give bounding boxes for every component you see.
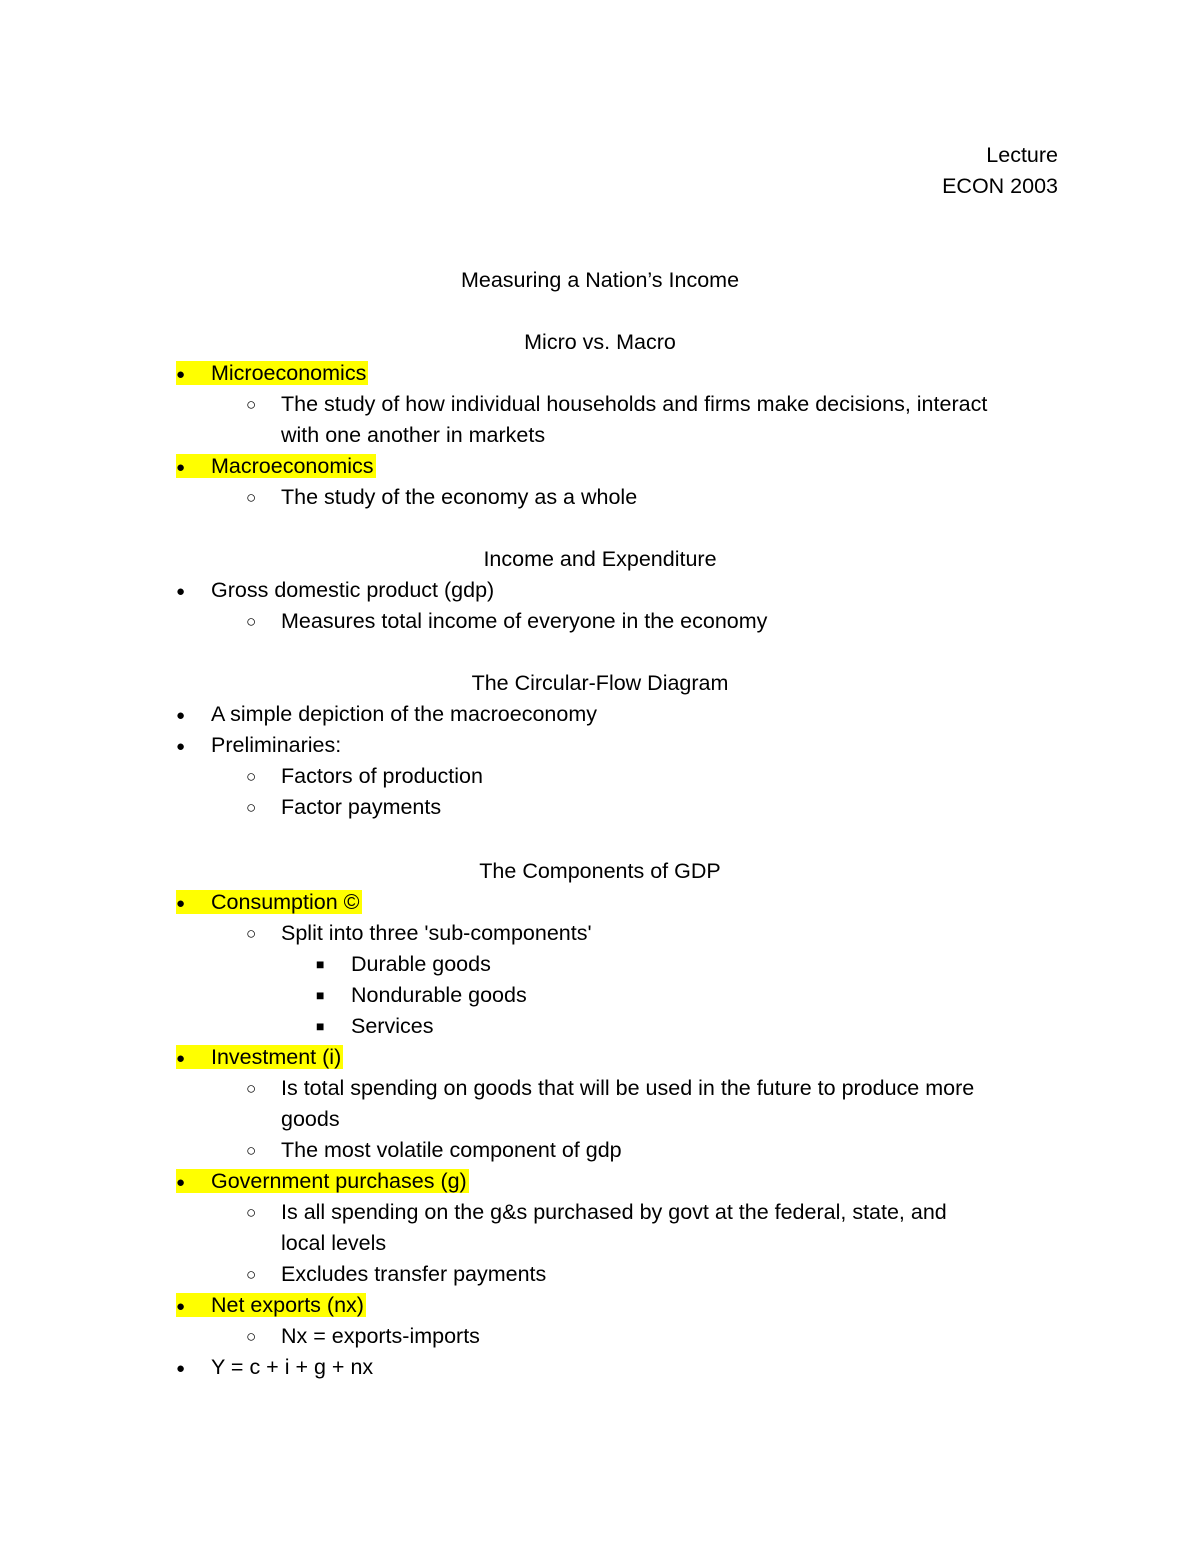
circle-bullet-icon: ○ (246, 395, 257, 414)
square-bullet-icon: ■ (316, 1018, 325, 1034)
list-item-investment (176, 1042, 343, 1074)
services-text: Services (351, 1014, 434, 1038)
list-item-government (176, 1166, 469, 1198)
list-item-factors-of-production (246, 761, 483, 792)
highlight (176, 1045, 343, 1069)
term-investment: Investment (i) (211, 1045, 342, 1069)
investment-definition-continued: goods (281, 1107, 340, 1131)
list-item-durable-goods (316, 949, 491, 980)
bullet-icon: ● (176, 1298, 186, 1315)
circle-bullet-icon: ○ (246, 1265, 257, 1284)
bullet-icon: ● (176, 1360, 186, 1377)
section-heading-income-expenditure: Income and Expenditure (483, 547, 717, 571)
list-item-micro-definition (246, 389, 987, 420)
highlight (176, 454, 376, 478)
highlight (176, 1293, 366, 1317)
micro-definition-text: The study of how individual households and firms make decisions, interact (281, 392, 988, 416)
list-item-gdp (176, 575, 494, 607)
circle-bullet-icon: ○ (246, 612, 257, 631)
highlight (176, 361, 368, 385)
list-item-government-excludes (246, 1259, 546, 1290)
micro-definition-continued: with one another in markets (281, 423, 546, 447)
bullet-icon: ● (176, 366, 186, 383)
circle-bullet-icon: ○ (246, 798, 257, 817)
factor-payments-text: Factor payments (281, 795, 442, 819)
section-heading-circular-flow: The Circular-Flow Diagram (471, 671, 729, 695)
list-item-net-exports (176, 1290, 366, 1322)
gdp-definition-text: Measures total income of everyone in the economy (281, 609, 768, 633)
list-item-consumption (176, 887, 362, 919)
consumption-sub-text: Split into three 'sub-components' (281, 921, 592, 945)
factors-of-production-text: Factors of production (281, 764, 483, 788)
bullet-icon: ● (176, 583, 186, 600)
square-bullet-icon: ■ (316, 987, 325, 1003)
section-heading-components: The Components of GDP (479, 859, 721, 883)
list-item-investment-definition (246, 1073, 974, 1104)
circle-bullet-icon: ○ (246, 1079, 257, 1098)
list-item-macroeconomics (176, 451, 376, 483)
bullet-icon: ● (176, 895, 186, 912)
list-item-gdp-equation (176, 1352, 373, 1384)
highlight (176, 1169, 469, 1193)
list-item-services (316, 1011, 433, 1042)
preliminaries-text: Preliminaries: (211, 733, 342, 757)
list-item-gdp-definition (246, 606, 767, 637)
term-net-exports: Net exports (nx) (211, 1293, 364, 1317)
highlight (176, 890, 362, 914)
investment-volatile-text: The most volatile component of gdp (281, 1138, 622, 1162)
list-item-factor-payments (246, 792, 441, 823)
government-excludes-text: Excludes transfer payments (281, 1262, 547, 1286)
list-item-nondurable-goods (316, 980, 527, 1011)
header-lecture: Lecture (986, 143, 1058, 167)
section-heading-micro-macro: Micro vs. Macro (524, 330, 676, 354)
circle-bullet-icon: ○ (246, 1141, 257, 1160)
investment-definition-text: Is total spending on goods that will be used in the future to produce more (281, 1076, 975, 1100)
list-item-investment-volatile (246, 1135, 622, 1166)
term-consumption: Consumption © (211, 890, 360, 914)
government-definition-continued: local levels (281, 1231, 387, 1255)
gdp-text: Gross domestic product (gdp) (211, 578, 495, 602)
list-item-depiction (176, 699, 597, 731)
bullet-icon: ● (176, 459, 186, 476)
circle-bullet-icon: ○ (246, 1327, 257, 1346)
bullet-icon: ● (176, 1050, 186, 1067)
square-bullet-icon: ■ (316, 956, 325, 972)
circle-bullet-icon: ○ (246, 767, 257, 786)
list-item-microeconomics (176, 358, 368, 390)
durable-goods-text: Durable goods (351, 952, 491, 976)
government-definition-text: Is all spending on the g&s purchased by govt at the federal, state, and (281, 1200, 947, 1224)
circle-bullet-icon: ○ (246, 924, 257, 943)
list-item-consumption-sub (246, 918, 592, 949)
term-microeconomics: Microeconomics (211, 361, 367, 385)
list-item-preliminaries (176, 730, 341, 762)
list-item-government-definition (246, 1197, 947, 1228)
document-title: Measuring a Nation’s Income (460, 268, 740, 292)
net-exports-definition-text: Nx = exports-imports (281, 1324, 480, 1348)
bullet-icon: ● (176, 707, 186, 724)
macro-definition-text: The study of the economy as a whole (281, 485, 638, 509)
bullet-icon: ● (176, 1174, 186, 1191)
list-item-macro-definition (246, 482, 637, 513)
depiction-text: A simple depiction of the macroeconomy (211, 702, 598, 726)
circle-bullet-icon: ○ (246, 488, 257, 507)
gdp-equation-text: Y = c + i + g + nx (211, 1355, 374, 1379)
bullet-icon: ● (176, 738, 186, 755)
circle-bullet-icon: ○ (246, 1203, 257, 1222)
nondurable-goods-text: Nondurable goods (351, 983, 527, 1007)
header-course: ECON 2003 (942, 174, 1058, 198)
term-macroeconomics: Macroeconomics (211, 454, 374, 478)
term-government: Government purchases (g) (211, 1169, 467, 1193)
list-item-net-exports-definition (246, 1321, 480, 1352)
